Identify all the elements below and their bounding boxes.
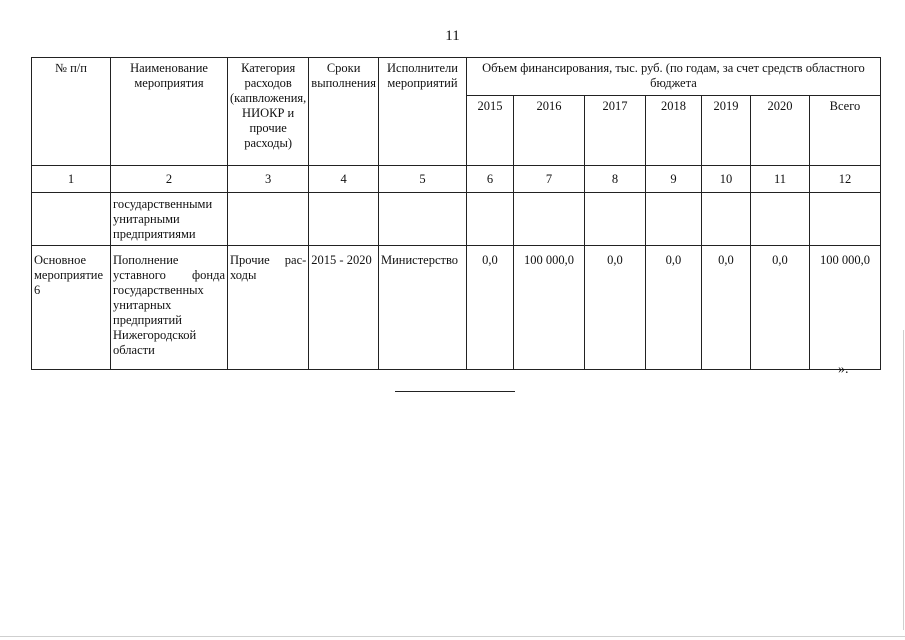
- header-total: Всего: [809, 96, 880, 166]
- cell-empty: [584, 193, 645, 246]
- value-2019: 0,0: [701, 246, 750, 370]
- activity-category: Прочие рас- ходы: [228, 246, 309, 370]
- continuation-name: государственными унитарными предприятиями: [111, 193, 228, 246]
- header-num: № п/п: [32, 58, 111, 166]
- cell-empty: [750, 193, 809, 246]
- scan-edge-bottom: [0, 636, 905, 637]
- column-number: 5: [378, 166, 466, 193]
- main-activity-row: [32, 246, 881, 370]
- header-year-2017: 2017: [584, 96, 645, 166]
- scan-edge-right: [903, 330, 904, 630]
- column-numbers-row: [32, 166, 881, 193]
- column-number: 6: [466, 166, 513, 193]
- column-number: 7: [513, 166, 584, 193]
- column-number: 9: [645, 166, 701, 193]
- continuation-row: [32, 193, 881, 246]
- value-2018: 0,0: [645, 246, 701, 370]
- cell-empty: [701, 193, 750, 246]
- header-executors: Исполнители мероприятий: [378, 58, 466, 166]
- cell-empty: [466, 193, 513, 246]
- header-year-2015: 2015: [466, 96, 513, 166]
- page-number: 11: [445, 28, 460, 44]
- cell-empty: [32, 193, 111, 246]
- value-total: 100 000,0: [809, 246, 880, 370]
- column-number: 2: [111, 166, 228, 193]
- header-year-2019: 2019: [701, 96, 750, 166]
- column-number: 8: [584, 166, 645, 193]
- cell-empty: [513, 193, 584, 246]
- header-year-2016: 2016: [513, 96, 584, 166]
- column-number: 3: [228, 166, 309, 193]
- activity-terms: 2015 - 2020: [309, 246, 379, 370]
- value-2016: 100 000,0: [513, 246, 584, 370]
- value-2015: 0,0: [466, 246, 513, 370]
- cell-empty: [228, 193, 309, 246]
- financing-table: [31, 57, 881, 370]
- cell-empty: [378, 193, 466, 246]
- cell-empty: [645, 193, 701, 246]
- activity-name: Пополнение уставного фонда государственных унитарных предприятий Нижегородской области: [111, 246, 228, 370]
- value-2017: 0,0: [584, 246, 645, 370]
- column-number: 10: [701, 166, 750, 193]
- header-year-2020: 2020: [750, 96, 809, 166]
- header-financing: Объем финансирования, тыс. руб. (по годам, за счет средств областного бюджета: [466, 58, 880, 96]
- separator-line: [395, 391, 515, 392]
- cell-empty: [809, 193, 880, 246]
- activity-executor: Министерство: [378, 246, 466, 370]
- header-terms: Сроки выполнения: [309, 58, 379, 166]
- closing-quote-mark: ».: [838, 362, 849, 377]
- header-name: Наименование мероприятия: [111, 58, 228, 166]
- header-row: [32, 58, 881, 96]
- value-2020: 0,0: [750, 246, 809, 370]
- column-number: 1: [32, 166, 111, 193]
- column-number: 4: [309, 166, 379, 193]
- activity-number: Основное мероприятие 6: [32, 246, 111, 370]
- cell-empty: [309, 193, 379, 246]
- column-number: 12: [809, 166, 880, 193]
- header-year-2018: 2018: [645, 96, 701, 166]
- header-category: Категория расходов (капвложения, НИОКР и прочие расходы): [228, 58, 309, 166]
- column-number: 11: [750, 166, 809, 193]
